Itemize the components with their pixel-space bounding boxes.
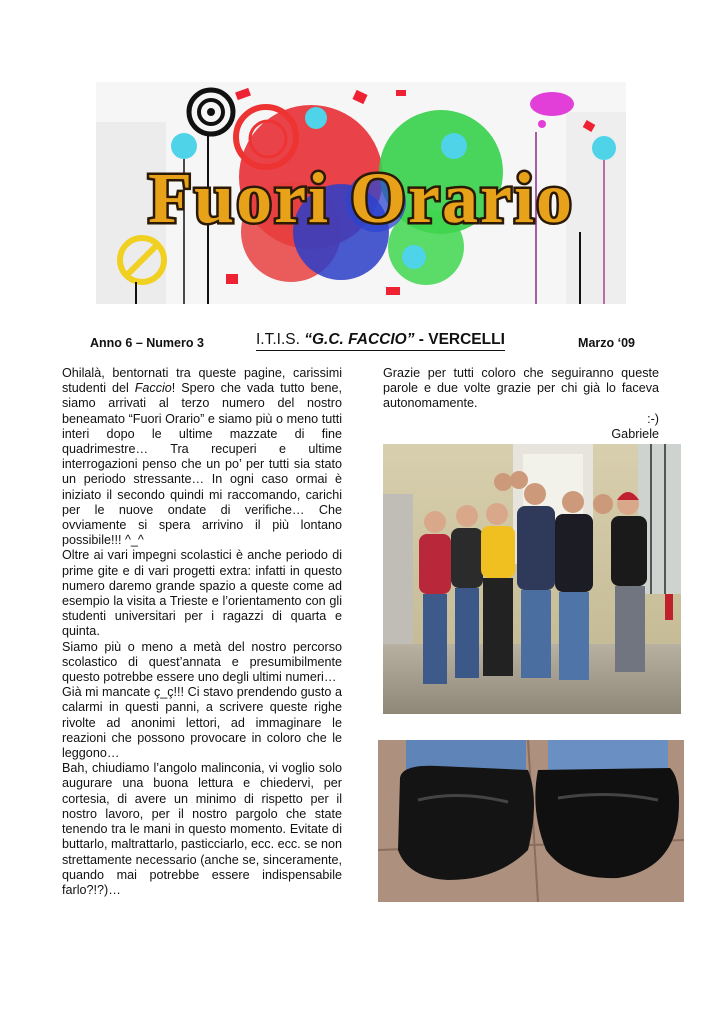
school-quoted-name: “G.C. FACCIO”: [304, 331, 415, 348]
thanks-paragraph: Grazie per tutti coloro che seguiranno queste parole e due volte grazie per chi già lo faceva autonomamente.: [383, 366, 659, 411]
group-photo-image: [383, 444, 681, 714]
issue-date: Marzo ‘09: [578, 336, 635, 350]
school-prefix: I.T.I.S.: [256, 331, 305, 348]
shoes-photo: [378, 740, 684, 902]
editorial-right-column: [383, 366, 659, 442]
editorial-school-italic: Faccio: [134, 381, 172, 396]
author-signature: Gabriele: [611, 426, 659, 441]
shoes-photo-image: [378, 740, 684, 902]
editorial-text: ! Spero che vada tutto bene, siamo arrivati al terzo numero del nostro beneamato “Fuori Orario” e siamo più o meno tutti interi dopo le ultime mazzate di fine quadrimestre… Tra recuperi e ultime interrogazioni penso che un po’ per tutti sia stato un periodo stressante… In ogni caso ormai è iniziato il secondo quindi mi raccomando, carichi per le nuove ondate di verifiche… Che ovviamente si spera arrivino il più lontano possibile!!! ^_^: [62, 381, 342, 548]
editorial-paragraph-1: [62, 366, 342, 548]
group-photo: [383, 444, 681, 714]
editorial-left-column: [62, 366, 342, 898]
issue-number: Anno 6 – Numero 3: [90, 336, 204, 350]
editorial-text: Ohilalà, bentornati tra queste pagine, carissimi studenti del: [62, 366, 342, 396]
masthead-banner: [96, 82, 626, 304]
editorial-paragraph-5: Bah, chiudiamo l’angolo malinconia, vi voglio solo augurare una buona lettura e chiedervi, per cortesia, di avere un minimo di rispetto per il nostro lavoro, per il nostro pargolo che state tenendo tra le mani in questo momento. Evitate di buttarlo, maltrattarlo, pasticciarlo, ecc. ecc. se non strettamente necessario (anche se, sinceramente, quando mai potrebbe essere indispensabile farlo?!?)…: [62, 761, 342, 897]
editorial-paragraph-2: Oltre ai vari impegni scolastici è anche periodo di prime gite e di vari progetti extra: infatti in questo numero daremo grande spazio a queste come ad esempio la visita a Trieste e l’orientamento con gli studenti universitari per i ragazzi di quarta e quinta.: [62, 548, 342, 639]
issue-info-bar: [90, 330, 635, 352]
masthead-artwork: [96, 82, 626, 304]
editorial-paragraph-3: Siamo più o meno a metà del nostro percorso scolastico di quest’annata e presumibilmente questo potrebbe essere uno degli ultimi numeri…: [62, 639, 342, 685]
school-name: [256, 330, 505, 351]
school-city: - VERCELLI: [414, 331, 505, 348]
smiley: :-): [647, 411, 659, 426]
editorial-paragraph-4: Già mi mancate ç_ç!!! Ci stavo prendendo gusto a calarmi in questi panni, a scrivere queste righe rivolte ad anonimi lettori, ad immaginare le reazioni che possono provocare in coloro che le leggono…: [62, 685, 342, 761]
masthead-title: Fuori Orario: [148, 158, 574, 238]
